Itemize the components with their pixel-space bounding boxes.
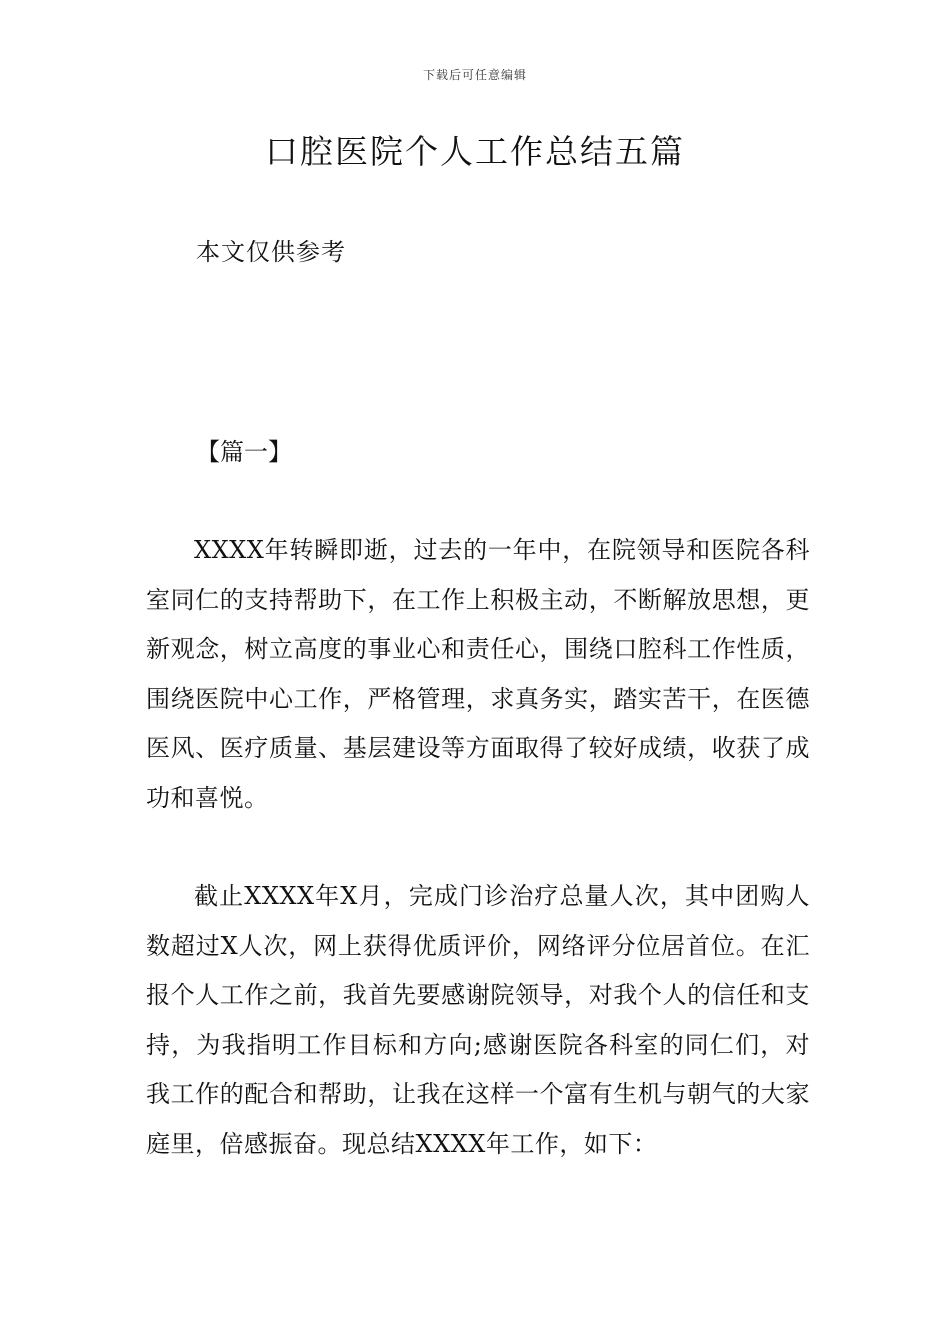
document-title: 口腔医院个人工作总结五篇 bbox=[265, 132, 685, 171]
header-note: 下载后可任意编辑 bbox=[422, 68, 527, 82]
body-paragraph-2: 截止XXXX年X月，完成门诊治疗总量人次，其中团购人数超过X人次，网上获得优质评价，网络评分位居首位。在汇报个人工作之前，我首先要感谢院领导，对我个人的信任和支持，为我指明工作目标和方向;感谢医院各科室的同仁们，对我工作的配合和帮助，让我在这样一个富有生机与朝气的大家庭里，倍感振奋。现总结XXXX年工作，如下： bbox=[146, 882, 810, 1158]
section-label: 【篇一】 bbox=[196, 438, 292, 466]
body-paragraph-1: XXXX年转瞬即逝，过去的一年中，在院领导和医院各科室同仁的支持帮助下，在工作上积极主动，不断解放思想，更新观念，树立高度的事业心和责任心，围绕口腔科工作性质，围绕医院中心工作，严格管理，求真务实，踏实苦干，在医德医风、医疗质量、基层建设等方面取得了较好成绩，收获了成功和喜悦。 bbox=[146, 536, 810, 812]
disclaimer-text: 本文仅供参考 bbox=[196, 238, 346, 266]
